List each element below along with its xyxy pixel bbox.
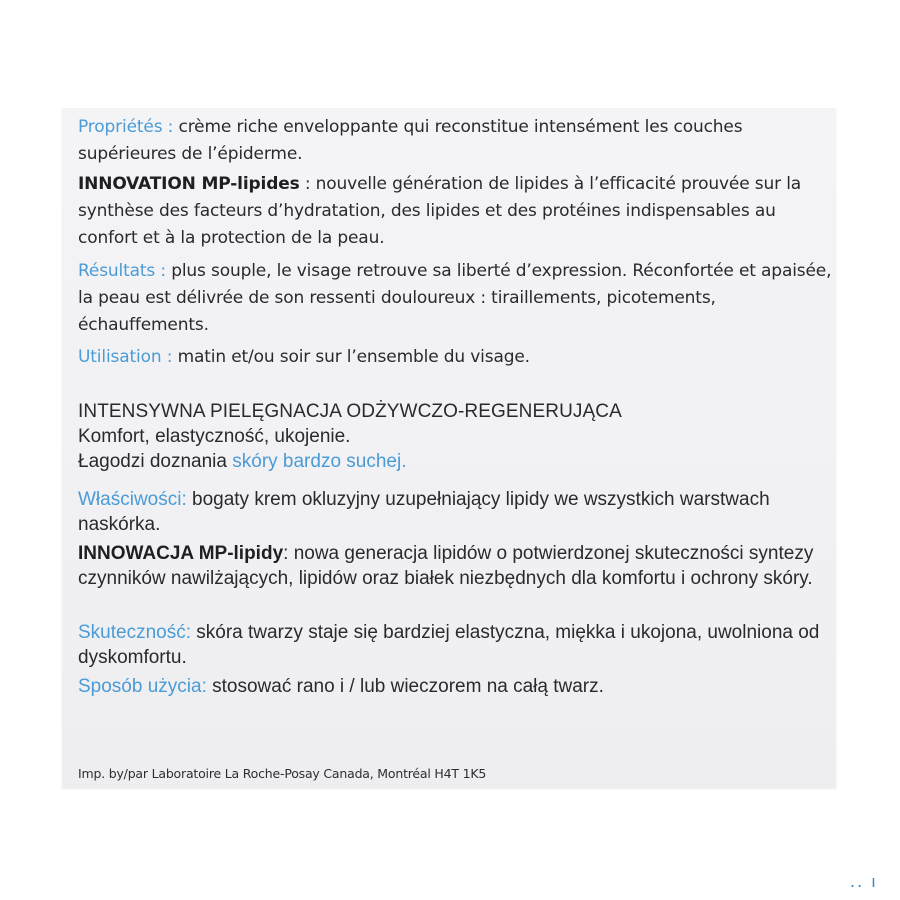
fr-results-label: Résultats : xyxy=(78,261,166,281)
fr-results-text: plus souple, le visage retrouve sa liberté d’expression. Réconfortée et apaisée, la peau est délivrée de son ressenti douloureux : tiraillements, picotements, échauffements. xyxy=(78,261,832,335)
pl-properties-label: Właściwości: xyxy=(78,489,187,510)
pl-dry-skin-line xyxy=(78,450,838,475)
fr-usage-paragraph xyxy=(78,344,838,371)
corner-mark: .. ı xyxy=(850,872,878,891)
pl-innovation-label: INNOWACJA MP-lipidy xyxy=(78,543,284,564)
fr-usage-label: Utilisation : xyxy=(78,347,173,367)
pl-efficacy-paragraph xyxy=(78,621,838,670)
pl-dry-skin-prefix: Łagodzi doznania xyxy=(78,451,233,472)
fr-properties-text: crème riche enveloppante qui reconstitue intensément les couches supérieures de l’épiderme. xyxy=(78,117,743,164)
pl-dry-skin-highlight: skóry bardzo suchej. xyxy=(232,451,407,472)
pl-usage-paragraph xyxy=(78,675,838,700)
pl-usage-label: Sposób użycia: xyxy=(78,676,207,697)
fr-innovation-text: : nouvelle génération de lipides à l’efficacité prouvée sur la synthèse des facteurs d’hydratation, des lipides et des protéines indispensables au confort et à la protection de la peau. xyxy=(78,174,802,248)
pl-efficacy-label: Skuteczność: xyxy=(78,622,191,643)
pl-efficacy-text: skóra twarzy staje się bardziej elastyczna, miękka i ukojona, uwolniona od dyskomfortu. xyxy=(78,622,820,668)
pl-innovation-text: : nowa generacja lipidów o potwierdzonej skuteczności syntezy czynników nawilżających, lipidów oraz białek niezbędnych dla komfortu i ochrony skóry. xyxy=(78,543,814,589)
pl-subheading: Komfort, elastyczność, ukojenie. xyxy=(78,426,351,447)
product-label-card xyxy=(62,108,836,788)
pl-heading: INTENSYWNA PIELĘGNACJA ODŻYWCZO-REGENERUJĄCA xyxy=(78,401,622,422)
pl-properties-text: bogaty krem okluzyjny uzupełniający lipidy we wszystkich warstwach naskórka. xyxy=(78,489,770,535)
importer-footnote: Imp. by/par Laboratoire La Roche-Posay Canada, Montréal H4T 1K5 xyxy=(78,766,487,781)
fr-innovation-label: INNOVATION MP-lipides xyxy=(78,174,300,194)
fr-properties-label: Propriétés : xyxy=(78,117,174,137)
fr-properties-paragraph xyxy=(78,114,838,168)
pl-properties-paragraph xyxy=(78,488,838,537)
pl-innovation-paragraph xyxy=(78,542,838,591)
fr-innovation-paragraph xyxy=(78,171,838,251)
fr-usage-text: matin et/ou soir sur l’ensemble du visage. xyxy=(172,347,530,367)
fr-results-paragraph xyxy=(78,258,838,338)
pl-usage-text: stosować rano i / lub wieczorem na całą twarz. xyxy=(206,676,604,697)
